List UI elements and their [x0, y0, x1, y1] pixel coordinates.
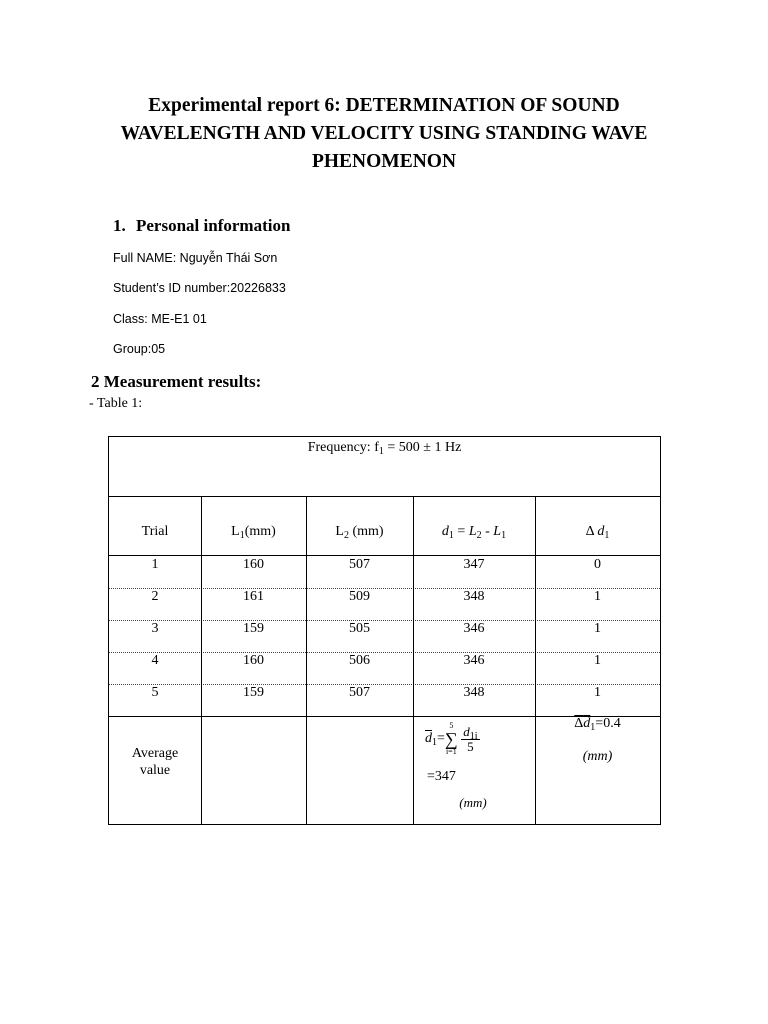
- average-d1-formula: $\overline{d}_1=$ 5 ∑ i=1 $\frac{d_{1i}}{5}$: [425, 721, 478, 756]
- average-label: Average value: [131, 746, 179, 778]
- cell-l1: 161: [243, 589, 264, 604]
- average-delta-d1: $\overline{\Delta}\overline{d}_1=0.4$: [574, 716, 621, 733]
- table-divider: [109, 555, 660, 556]
- title-line-3: PHENOMENON: [311, 151, 457, 172]
- header-trial: Trial: [141, 524, 169, 539]
- group-line: Group:05: [113, 342, 166, 356]
- cell-delta-d1: 1: [594, 685, 601, 700]
- measurement-table: [108, 436, 661, 825]
- header-l2: $L_2$ (mm): [335, 524, 384, 541]
- average-d1-value: =347: [427, 769, 456, 784]
- report-title: [90, 92, 678, 176]
- cell-d1: 348: [463, 685, 485, 700]
- cell-trial: 3: [151, 621, 159, 636]
- frequency-caption: Frequency: $f_1 = 500 \pm 1$ Hz: [307, 440, 462, 457]
- cell-l1: 159: [243, 621, 264, 636]
- cell-trial: 4: [151, 653, 159, 668]
- average-d1-unit: (mm): [459, 795, 487, 810]
- cell-l2: 505: [349, 621, 370, 636]
- cell-d1: 347: [463, 557, 485, 572]
- average-delta-d1-unit: (mm): [582, 749, 613, 764]
- cell-d1: 348: [463, 589, 485, 604]
- cell-d1: 346: [463, 621, 485, 636]
- full-name-line: Full NAME: Nguyễn Thái Sơn: [113, 251, 278, 265]
- title-line-1: Experimental report 6: DETERMINATION OF SOUND: [148, 95, 620, 116]
- section-number: 1.: [113, 216, 126, 235]
- cell-trial: 5: [151, 685, 159, 700]
- cell-l2: 507: [349, 685, 370, 700]
- cell-l2: 509: [349, 589, 370, 604]
- cell-delta-d1: 1: [594, 589, 601, 604]
- cell-l1: 160: [243, 557, 264, 572]
- cell-l2: 506: [349, 653, 370, 668]
- table-label: - Table 1:: [89, 396, 143, 411]
- section-heading-text: Personal information: [136, 216, 291, 235]
- cell-d1: 346: [463, 653, 485, 668]
- cell-trial: 2: [151, 589, 159, 604]
- cell-delta-d1: 1: [594, 653, 601, 668]
- header-d1-formula: $d_1 = L_2 - L_1$: [441, 524, 507, 541]
- table-divider: [109, 496, 660, 497]
- header-delta-d1: Δ $d_1$: [585, 524, 610, 541]
- fraction: $\frac{d_{1i}}{5}$: [463, 723, 478, 754]
- section-personal-info-heading: [113, 216, 290, 236]
- title-line-2: WAVELENGTH AND VELOCITY USING STANDING WAVE: [120, 123, 648, 144]
- student-id-line: Student’s ID number:20226833: [113, 281, 286, 295]
- cell-delta-d1: 0: [594, 557, 601, 572]
- class-line: Class: ME-E1 01: [113, 312, 207, 326]
- cell-trial: 1: [151, 557, 159, 572]
- summation-symbol: 5 ∑ i=1: [444, 721, 458, 756]
- cell-l1: 160: [243, 653, 264, 668]
- header-l1: $L_1(mm)$: [231, 524, 276, 541]
- cell-l1: 159: [243, 685, 264, 700]
- cell-delta-d1: 1: [594, 621, 601, 636]
- cell-l2: 507: [349, 557, 370, 572]
- section-measurement-heading: 2 Measurement results:: [91, 372, 262, 391]
